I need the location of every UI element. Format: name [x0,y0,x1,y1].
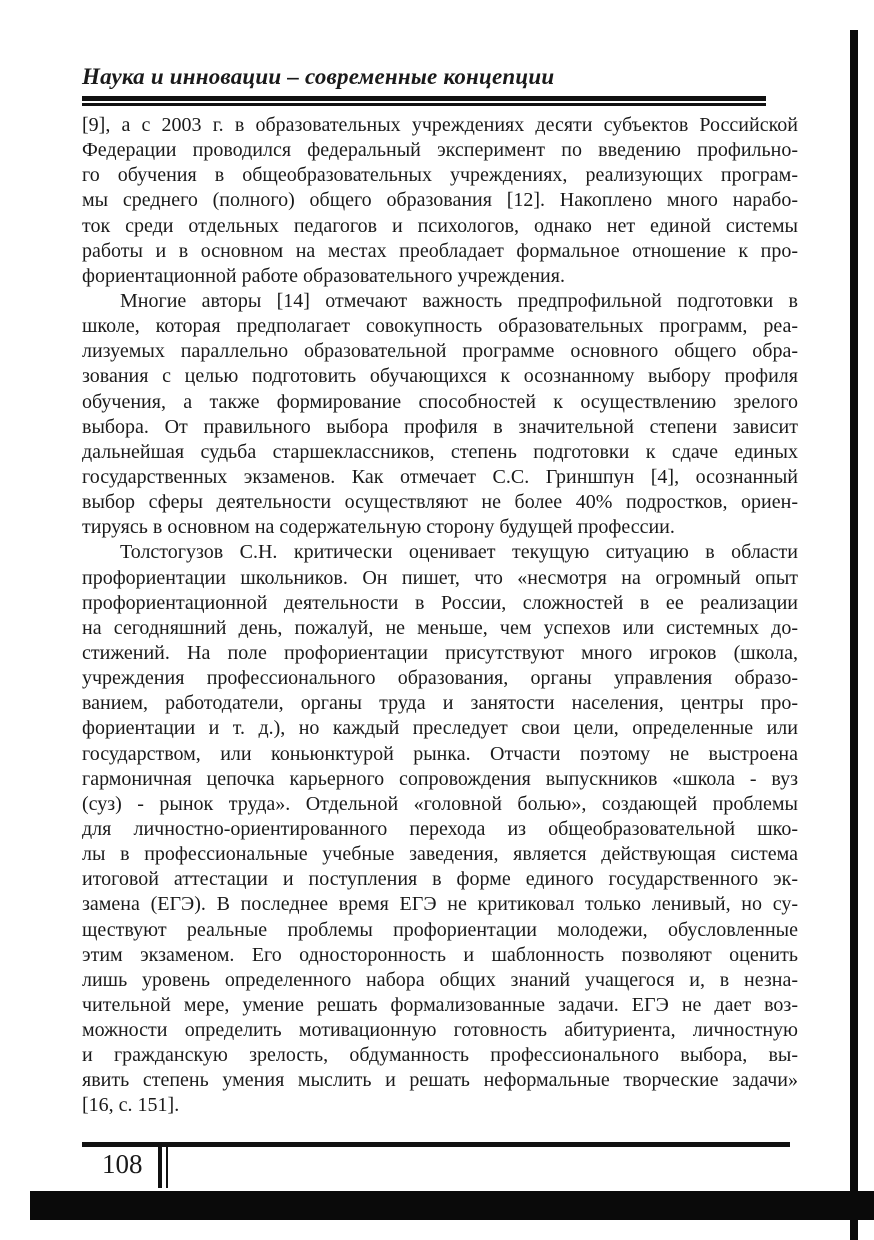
text-line: тируясь в основном на содержательную сторону будущей профессии. [82,516,675,539]
running-header-title: Наука и инновации – современные концепции [82,64,555,89]
text-line: замена (ЕГЭ). В последнее время ЕГЭ не критиковал только ленивый, но су- [82,893,798,916]
scan-edge-bottom-bar [30,1191,874,1220]
body-text [82,113,798,1119]
text-line: Толстогузов С.Н. критически оценивает текущую ситуацию в области [120,541,798,564]
text-line: этим экзаменом. Его односторонность и шаблонность позволяют оценить [82,943,798,966]
text-line: мы среднего (полного) общего образования [12]. Накоплено много нарабо- [82,189,798,212]
text-line: Многие авторы [14] отмечают важность предпрофильной подготовки в [120,289,798,312]
text-line: Федерации проводился федеральный эксперимент по введению профильно- [82,139,798,162]
text-line: го обучения в общеобразовательных учреждениях, реализующих програм- [82,164,798,187]
text-line: дальнейшая судьба старшеклассников, степень подготовки к сдаче единых [82,440,798,463]
text-line: школе, которая предполагает совокупность образовательных программ, реа- [82,315,798,338]
text-line: выбор сферы деятельности осуществляют не более 40% подростков, ориен- [82,491,798,514]
text-line: ществуют реальные проблемы профориентации молодежи, обусловленные [82,918,798,941]
page-number-double-bar [158,1142,168,1188]
text-line: ванием, работодатели, органы труда и занятости населения, центры про- [82,692,798,715]
text-line: стижений. На поле профориентации присутствуют много игроков (школа, [82,641,798,664]
text-line: фориентационной работе образовательного учреждения. [82,264,565,287]
text-line: профориентации школьников. Он пишет, что «несмотря на огромный опыт [82,566,798,589]
text-line: [16, с. 151]. [82,1094,180,1117]
text-line: [9], а с 2003 г. в образовательных учреждениях десяти субъектов Российской [82,114,798,136]
text-line: (суз) - рынок труда». Отдельной «головной болью», создающей проблемы [82,792,798,815]
text-line: чительной мере, умение решать формализованные задачи. ЕГЭ не дает воз- [82,993,798,1016]
text-line: можности определить мотивационную готовность абитуриента, личностную [82,1019,798,1042]
text-line: выбора. От правильного выбора профиля в значительной степени зависит [82,415,798,438]
page-number: 108 [102,1149,143,1179]
text-line: учреждения профессионального образования, органы управления образо- [82,667,798,690]
text-line: на сегодняшний день, пожалуй, не меньше, чем успехов или системных до- [82,616,798,639]
text-line: для личностно-ориентированного перехода из общеобразовательной шко- [82,817,798,840]
text-line: обучения, а также формирование способностей к осуществлению зрелого [82,390,798,413]
text-line: работы и в основном на местах преобладает формальное отношение к про- [82,239,798,262]
text-line: лизуемых параллельно образовательной программе основного общего обра- [82,340,798,363]
text-line: государством, или коньюнктурой рынка. Отчасти поэтому не выстроена [82,742,798,765]
text-line: итоговой аттестации и поступления в форме единого государственного эк- [82,868,798,891]
text-line: явить степень умения мыслить и решать неформальные творческие задачи» [82,1069,798,1092]
text-line: лишь уровень определенного набора общих знаний учащегося и, в незна- [82,968,798,991]
footer-rule [82,1142,790,1147]
page-number-bar-thin [166,1142,168,1188]
scan-edge-right-bar [850,30,858,1240]
text-line: фориентации и т. д.), но каждый преследует свои цели, определенные или [82,717,798,740]
text-line: профориентационной деятельности в России, сложностей в ее реализации [82,591,798,614]
text-line: гармоничная цепочка карьерного сопровождения выпускников «школа - вуз [82,767,798,790]
text-line: зования с целью подготовить обучающихся к осознанному выбору профиля [82,365,798,388]
page-number-bar-thick [158,1142,162,1188]
text-line: лы в профессиональные учебные заведения, является действующая система [82,843,798,866]
text-line: и гражданскую зрелость, обдуманность профессионального выбора, вы- [82,1044,798,1067]
text-line: ток среди отдельных педагогов и психологов, однако нет единой системы [82,214,798,237]
text-line: государственных экзаменов. Как отмечает С.С. Гриншпун [4], осознанный [82,465,798,488]
header-double-rule [82,96,766,106]
